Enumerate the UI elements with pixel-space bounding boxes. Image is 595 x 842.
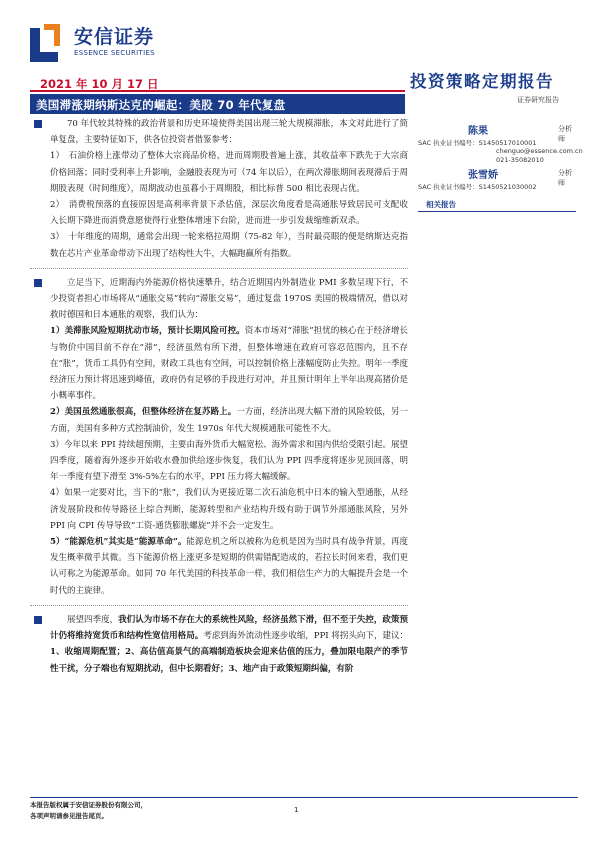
- date-line: [30, 72, 405, 92]
- section3-lead: 展望四季度，: [67, 614, 119, 625]
- report-title: 美国滞涨期纳斯达克的崛起：美股 70 年代复盘: [36, 98, 286, 112]
- section2-point-1-lead: 1）美滞胀风险短期扰动市场，预计长期风险可控。: [50, 326, 245, 337]
- footer-disclaimer: [30, 800, 147, 822]
- section2-point-2: [30, 404, 408, 436]
- section2-point-2-text: 一方面，经济出现大幅下滑的风险较低，另一方面，美国有多种方式控制油价，发生 1970s 年代大规模通胀可能性不大。: [50, 407, 408, 434]
- section2-point-2-lead: 2）美国虽然通胀很高，但整体经济在复苏路上。: [50, 407, 237, 418]
- page-number: 1: [294, 806, 299, 814]
- report-type: 投资策略定期报告: [410, 72, 554, 91]
- analyst-role: 分析师: [558, 125, 572, 143]
- analyst-card: [418, 118, 583, 164]
- analyst-role: 分析师: [558, 169, 572, 187]
- section3-text: [30, 612, 408, 677]
- section2-intro: 立足当下，近期海内外能源价格快速攀升，结合近期国内外制造业 PMI 多数呈现下行，不少投资者担心市场将从“通胀交易”转向“滞胀交易”，通过复盘 1970S 美国的极端情况，借以对救时德国和日本通胀的观察，我们认为：: [50, 277, 408, 321]
- analyst-cert: SAC 执业证书编号：S1450517010001: [418, 139, 537, 147]
- analyst-email[interactable]: chenguo@essence.com.cn: [496, 147, 583, 155]
- square-bullet-icon: [34, 120, 42, 128]
- analyst-phone: 021-35082010: [496, 156, 544, 164]
- square-bullet-icon: [34, 616, 42, 624]
- section2-point-4: 4）如果一定要对比，当下的“胀”，我们认为更接近第二次石油危机中日本的输入型通胀，从经济发展阶段和传导路径上综合判断，能源转型和产业结构升级有助于调节外部通胀风险，另外 PPI 向 CPI 传导导致“工资-通货膨胀螺旋”并不会一定发生。: [50, 488, 408, 531]
- logo-text-cn: 安信证券: [74, 26, 155, 48]
- square-bullet-icon: [34, 279, 42, 287]
- summary-section-3: [30, 612, 408, 677]
- logo-text-en: ESSENCE SECURITIES: [74, 49, 155, 57]
- related-reports-label: 相关报告: [426, 200, 456, 209]
- section1-point-1: 1） 石油价格上涨带动了整体大宗商品价格，进而周期股普遍上涨，其收益率下跌先于大宗商价格回落；同时受利率上升影响，金融股表现为可（74 年以后），在两次滞胀期间表现滞后于周期股表现（时间维度），周期波动也虽暮小于周期股，相比标普 500 相比表现占优。: [50, 151, 408, 194]
- section2-point-5: [30, 534, 408, 599]
- analyst-name: 张雪娇: [468, 170, 498, 181]
- report-date: 2021 年 10 月 17 日: [40, 77, 159, 91]
- section3-bold-2: 1、收缩周期配置；2、高估值高景气的高端制造板块会迎来估值的压力，叠加限电限产的季节性干扰，分子端也有短期扰动，但中长期看好；3、地产由于政策短期纠偏，有阶: [50, 647, 408, 674]
- section1-point-2: 2） 消费税预落的直接原因是高利率背景下杀估值，深层次角度看是高通胀导致居民可支配收入长期下降进而消费意愿使得行业整体增速下台阶，进而进一步引发裁缩维新双杀。: [50, 200, 408, 227]
- analyst-card: [418, 164, 578, 196]
- analyst-sidebar: [418, 118, 583, 196]
- summary-section-2: [30, 275, 408, 599]
- section-divider: [30, 268, 408, 269]
- related-reports-header: [418, 196, 576, 212]
- summary-section-1: [30, 116, 408, 262]
- section3-bold-1: 我们认为市场不存在大的系统性风险，经济虽然下滑，但不至于失控，政策预计仍将维持宽货币和结构性宽信用格局。: [50, 614, 408, 642]
- section2-point-5-lead: 5）“能源危机”其实是“能源革命”。: [50, 537, 187, 548]
- logo-mark-icon: [30, 22, 68, 62]
- company-logo: [30, 20, 200, 64]
- title-bar: [30, 94, 405, 114]
- section-divider: [30, 605, 408, 606]
- section2-point-5-text: 能源危机之所以被称为危机是因为当时具有战争背景，再度发生概率微乎其微。当下能源价格上涨更多是短期的供需错配造成的，若拉长时间来看，我们更认可称之为能源革命。如同 70 年代美国的科技革命一样，我们相信生产力的大幅提升会是一个时代的主旋律。: [50, 537, 408, 596]
- footer-line-2: 各项声明请参见报告尾页。: [30, 812, 108, 820]
- section2-point-1: [30, 323, 408, 404]
- section1-intro: 70 年代较其特殊的政治背景和历史环境使得美国出现三轮大规模滞胀，本文对此进行了简单复盘，主要特征如下，供各位投资者借鉴参考：: [50, 119, 408, 146]
- footer-line-1: 本报告版权属于安信证券股份有限公司，: [30, 801, 147, 809]
- section3-text-1: 考虑到海外流动性逐步收缩，PPI 将拐头向下，建议：: [203, 631, 408, 642]
- section1-point-3: 3） 十年维度的周期，通常会出现一轮来格拉周期（75-82 年），当时最亮眼的便是纳斯达克指数在芯片产业革命带动下出现了结构性大牛，大幅跑赢所有指数。: [50, 232, 408, 259]
- section2-point-3: 3）今年以来 PPI 持续超预期，主要由海外货币大幅宽松、海外需求和国内供给受限引起。展望四季度，随着海外逐步开始收水叠加供给逐步恢复，我们认为 PPI 四季度将逐步见顶回落，明年一季度有望下滑至 3%-5%左右的水平，PPI 压力将大幅缓解。: [50, 439, 408, 483]
- analyst-name: 陈果: [468, 126, 488, 137]
- section2-point-1-text: 资本市场对“滞胀”担忧的核心在于经济增长与物价中国目前不存在“滞”，经济虽然有所下滑，但整体增速在政府可容忍范围内，且不存在“胀”，货币工具仍有空间，财政工具也有空间，可以控制价格上涨幅度防止失控。明年一季度经济压力预计将迅速到峰值，政府仍有足够的手段进行对冲，并且预计明年上半年出现高猪价是小概率事件。: [50, 326, 408, 402]
- report-subtype: 证券研究报告: [517, 96, 559, 104]
- main-content: [30, 116, 408, 677]
- footer-divider: [30, 797, 578, 798]
- analyst-cert: SAC 执业证书编号：S1450521030002: [418, 183, 537, 191]
